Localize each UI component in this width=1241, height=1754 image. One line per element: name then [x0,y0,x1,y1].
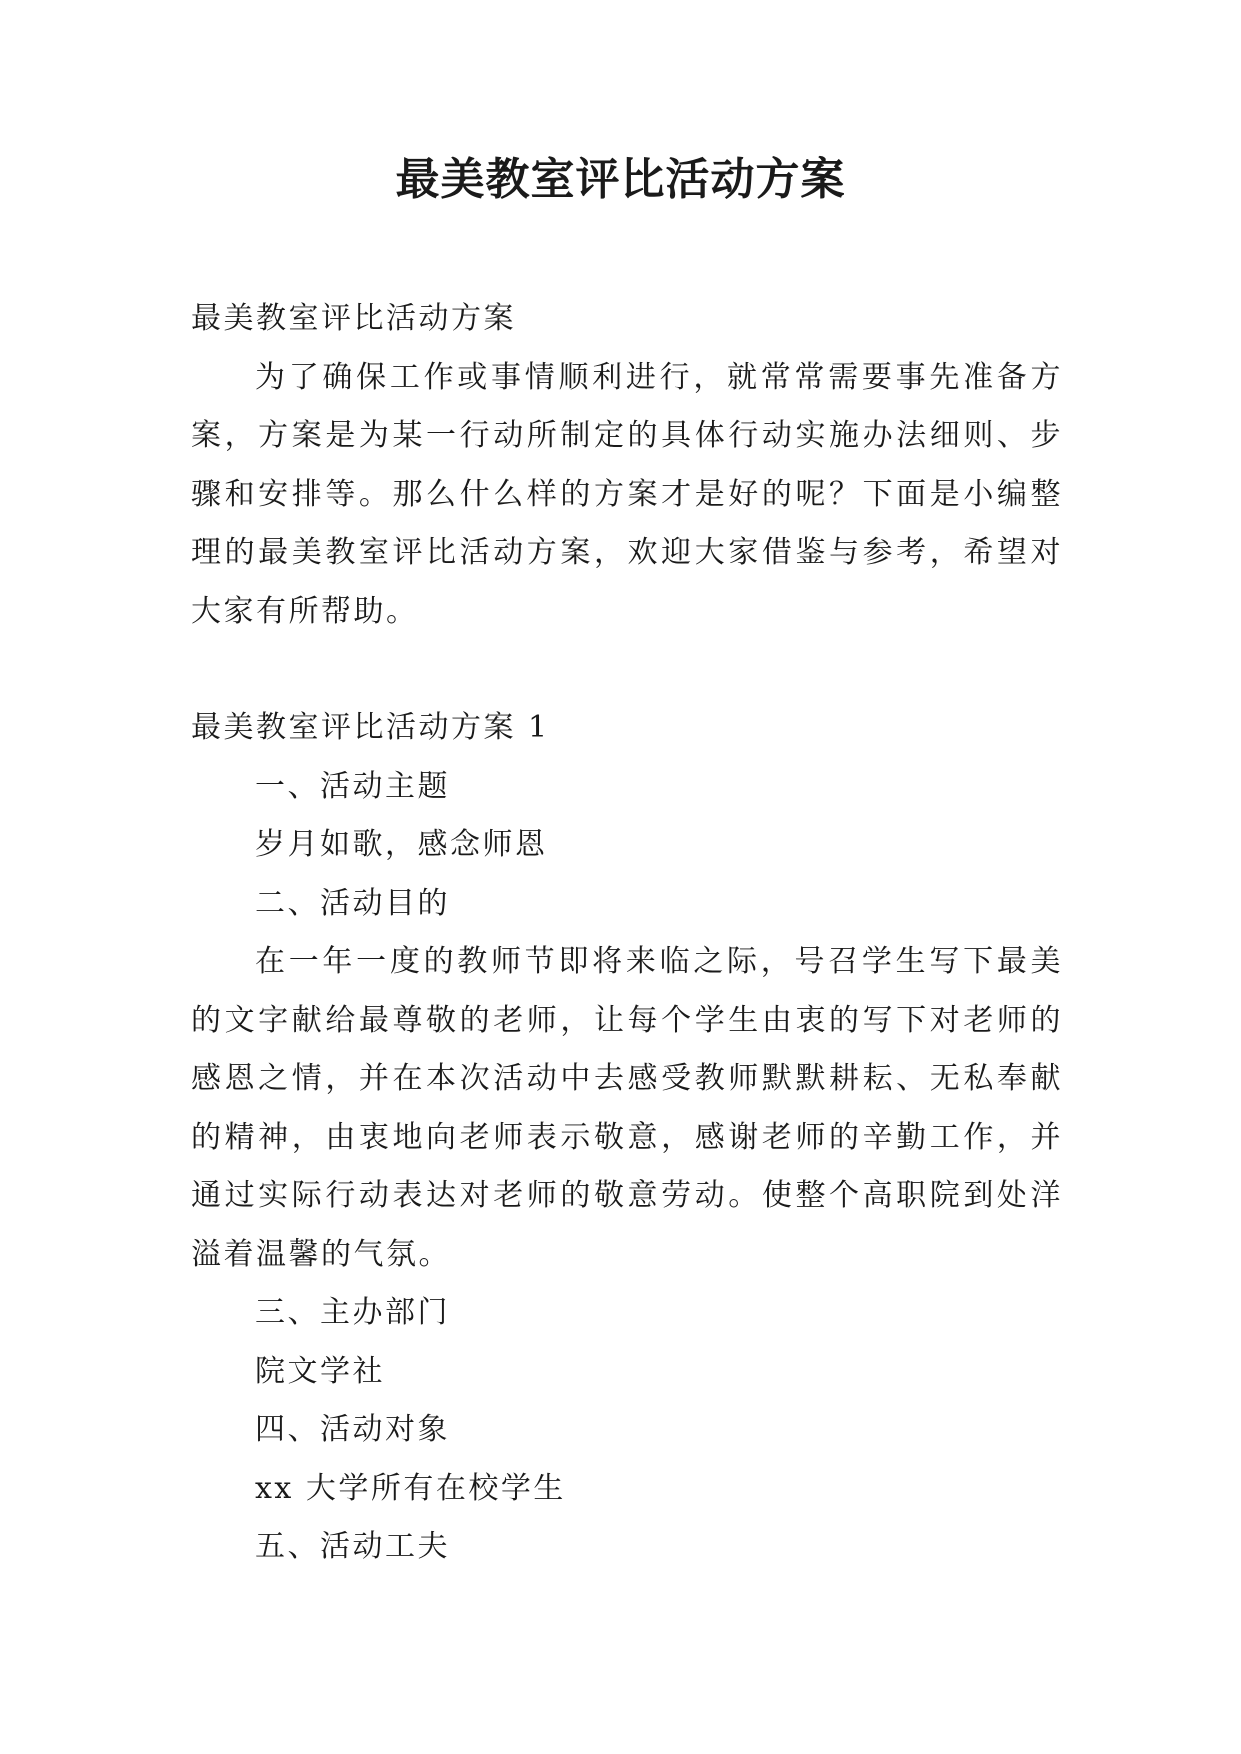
document-body [191,290,1063,1577]
paragraph-gap [191,641,1063,699]
heading-activity-purpose: 二、活动目的 [255,885,450,921]
intro-paragraph: 为了确保工作或事情顺利进行，就常常需要事先准备方案，方案是为某一行动所制定的具体行动实施办法细则、步骤和安排等。那么什么样的方案才是好的呢？下面是小编整理的最美教室评比活动方案，欢迎大家借鉴与参考，希望对大家有所帮助。 [191,359,1063,629]
organizer-text: 院文学社 [255,1353,385,1389]
subtitle: 最美教室评比活动方案 [191,301,516,336]
heading-audience: 四、活动对象 [255,1412,450,1447]
section-heading: 最美教室评比活动方案 1 [191,710,550,745]
document-title: 最美教室评比活动方案 [395,154,846,205]
heading-activity-time: 五、活动工夫 [255,1529,450,1564]
activity-purpose-paragraph: 在一年一度的教师节即将来临之际，号召学生写下最美的文字献给最尊敬的老师，让每个学生由衷的写下对老师的感恩之情，并在本次活动中去感受教师默默耕耘、无私奉献的精神，由衷地向老师表示敬意，感谢老师的辛勤工作，并通过实际行动表达对老师的敬意劳动。使整个高职院到处洋溢着温馨的气氛。 [191,944,1063,1272]
heading-organizer: 三、主办部门 [255,1295,450,1330]
heading-activity-theme: 一、活动主题 [255,768,450,804]
activity-theme-text: 岁月如歌，感念师恩 [255,827,548,862]
audience-text: xx 大学所有在校学生 [255,1470,566,1506]
